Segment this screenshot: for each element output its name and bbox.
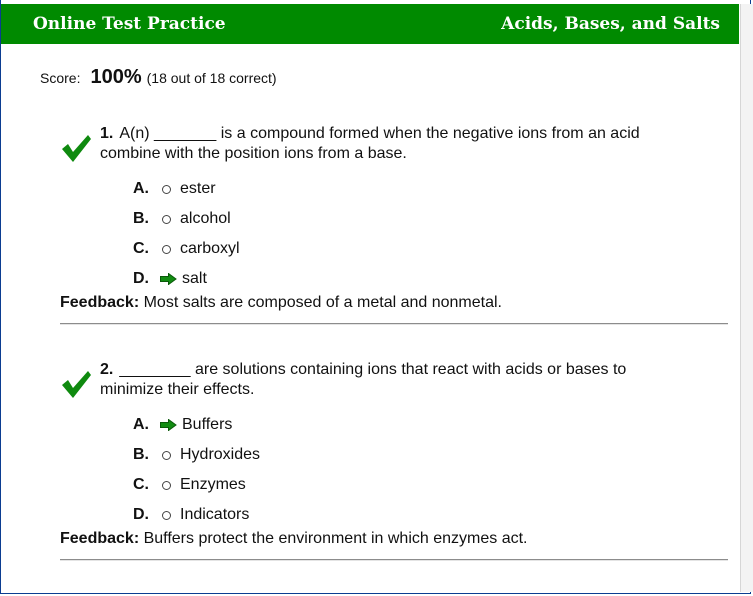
app-title: Online Test Practice: [33, 14, 226, 34]
answer-letter: C.: [133, 240, 149, 257]
answer-option-d[interactable]: [133, 500, 260, 530]
feedback-text: Most salts are composed of a metal and nonmetal.: [143, 294, 502, 311]
divider: [60, 323, 728, 325]
answer-letter: A.: [133, 180, 149, 197]
score-value: 100%: [90, 66, 142, 88]
answer-letter: D.: [133, 506, 149, 523]
answer-letter: A.: [133, 416, 149, 433]
question-text: [100, 360, 690, 400]
radio-button[interactable]: [162, 245, 171, 254]
radio-button[interactable]: [162, 215, 171, 224]
answer-option-a[interactable]: [133, 410, 260, 440]
score-label: Score:: [40, 70, 81, 86]
answer-label: Buffers: [182, 416, 233, 433]
answer-label: Enzymes: [180, 476, 246, 493]
question-number: 1.: [100, 125, 114, 142]
feedback-label: Feedback:: [60, 530, 140, 547]
feedback-label: Feedback:: [60, 294, 140, 311]
answer-option-b[interactable]: [133, 204, 240, 234]
answer-option-b[interactable]: [133, 440, 260, 470]
answer-label: Hydroxides: [180, 446, 261, 463]
answer-label: ester: [180, 180, 216, 197]
answer-letter: C.: [133, 476, 149, 493]
radio-button[interactable]: [162, 481, 171, 490]
question-number: 2.: [100, 361, 114, 378]
answer-option-a[interactable]: [133, 174, 240, 204]
answer-letter: B.: [133, 446, 149, 463]
feedback: [60, 530, 527, 548]
checkmark-icon: [60, 132, 92, 164]
radio-button[interactable]: [162, 451, 171, 460]
divider: [60, 559, 728, 561]
feedback-text: Buffers protect the environment in which enzymes act.: [143, 530, 528, 547]
selected-arrow-icon: [160, 419, 177, 431]
test-topic-title: Acids, Bases, and Salts: [501, 14, 720, 34]
header-bar: [1, 4, 739, 44]
answer-option-d[interactable]: [133, 264, 240, 294]
selected-arrow-icon: [160, 273, 177, 285]
answer-label: Indicators: [180, 506, 250, 523]
answer-letter: D.: [133, 270, 149, 287]
vertical-scrollbar[interactable]: [740, 4, 753, 592]
answer-list: [133, 410, 260, 530]
answer-letter: B.: [133, 210, 149, 227]
radio-button[interactable]: [162, 185, 171, 194]
answer-option-c[interactable]: [133, 470, 260, 500]
radio-button[interactable]: [162, 511, 171, 520]
score-detail: (18 out of 18 correct): [146, 70, 277, 86]
answer-label: alcohol: [180, 210, 231, 227]
question-prompt: A(n) _______ is a compound formed when the negative ions from an acid combine with the position ions from a base.: [100, 125, 640, 162]
checkmark-icon: [60, 368, 92, 400]
answer-label: carboxyl: [180, 240, 240, 257]
feedback: [60, 294, 502, 312]
score-summary: [40, 66, 277, 92]
question-text: [100, 124, 690, 164]
answer-list: [133, 174, 240, 294]
answer-label: salt: [182, 270, 207, 287]
question-prompt: ________ are solutions containing ions that react with acids or bases to minimize their effects.: [100, 361, 627, 398]
answer-option-c[interactable]: [133, 234, 240, 264]
